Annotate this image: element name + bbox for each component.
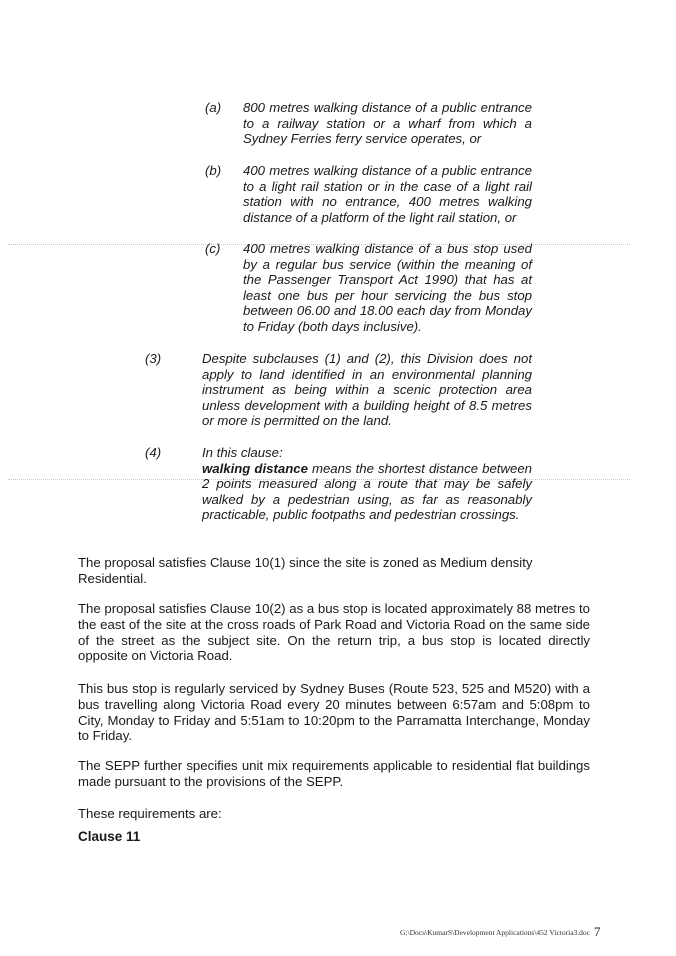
page-number: 7 [594,924,601,939]
clause-heading: Clause 11 [78,829,141,844]
subitem-text: 400 metres walking distance of a public entrance to a light rail station or in the case of a light rail station with no entrance, 400 metres walking distance of a platform of the light rail station, or [243,163,532,225]
paragraph-clause-10-1: The proposal satisfies Clause 10(1) since the site is zoned as Medium density Residential. [78,555,533,586]
paragraph-unit-mix: The SEPP further specifies unit mix requirements applicable to residential flat buildings made pursuant to the provisions of the SEPP. [78,758,590,789]
subclause-label: (4) [145,445,162,460]
subitem-text: 800 metres walking distance of a public entrance to a railway station or a wharf from which a Sydney Ferries ferry service operates, or [243,100,532,146]
definition-body [202,461,532,523]
subitem-label: (a) [205,100,222,115]
subitem-label: (b) [205,163,222,178]
paragraph-clause-10-2: The proposal satisfies Clause 10(2) as a bus stop is located approximately 88 metres to the east of the site at the cross roads of Park Road and Victoria Road on the same side of the street as the subject site. On the return trip, a bus stop is located directly opposite on Victoria Road. [78,601,590,664]
defined-term: walking distance [202,460,308,476]
subclause-label: (3) [145,351,162,366]
subclause-text: Despite subclauses (1) and (2), this Division does not apply to land identified in an environmental planning instrument as being within a scenic protection area unless development with a building height of 8.5 metres or more is permitted on the land. [202,351,532,428]
definition-text: means the shortest distance between 2 points measured along a route that may be safely walked by a pedestrian using, as far as reasonably practicable, public footpaths and pedestrian crossings. [202,460,532,522]
subitem-label: (c) [205,241,221,256]
subitem-text: 400 metres walking distance of a bus stop used by a regular bus service (within the meaning of the Passenger Transport Act 1990) that has at least one bus per hour servicing the bus stop between 06.00 and 18.00 each day from Monday to Friday (both days inclusive). [243,241,532,334]
definition-intro: In this clause: [202,445,283,460]
paragraph-bus-service: This bus stop is regularly serviced by Sydney Buses (Route 523, 525 and M520) with a bus travelling along Victoria Road every 20 minutes between 6:57am and 5:08pm to City, Monday to Friday and 5:51am to 10:20pm to the Parramatta Interchange, Monday to Friday. [78,681,590,744]
paragraph-requirements: These requirements are: [78,806,222,821]
definition-block [202,445,532,523]
footer-path: G:\Docs\KumarS\Development Applications\452 Victoria3.doc [399,928,590,937]
